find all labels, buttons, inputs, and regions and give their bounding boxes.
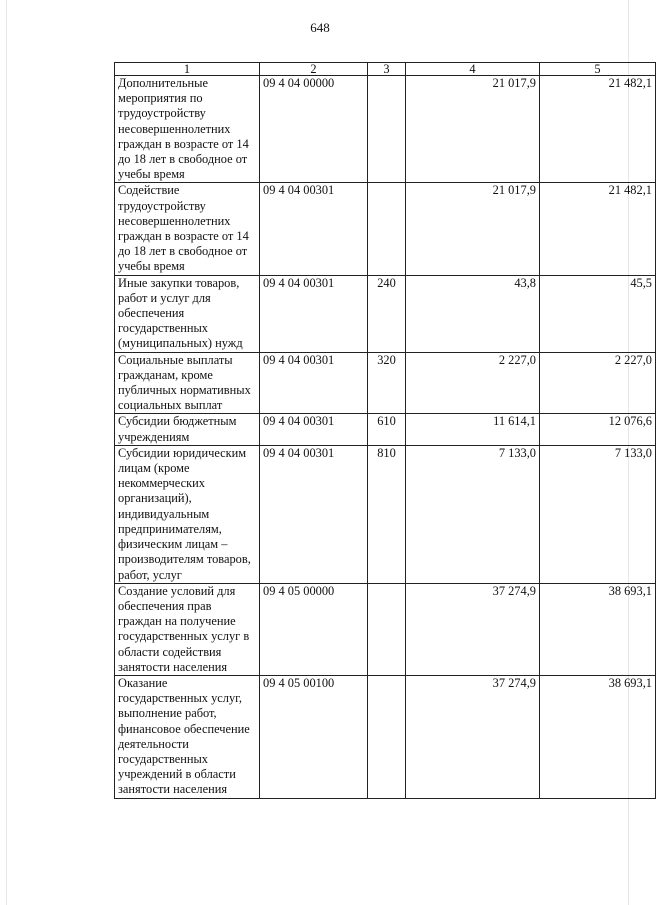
table-row <box>115 183 656 275</box>
row-expense-type: 320 <box>368 352 406 414</box>
row-amount-col4: 37 274,9 <box>406 583 540 675</box>
row-name: Иные закупки товаров, работ и услуг для обеспечения государственных (муниципальных) нужд <box>115 275 260 352</box>
row-amount-col5: 38 693,1 <box>540 675 656 798</box>
row-amount-col4: 2 227,0 <box>406 352 540 414</box>
row-expense-type <box>368 76 406 183</box>
row-amount-col5: 21 482,1 <box>540 76 656 183</box>
row-target-code: 09 4 04 00301 <box>260 183 368 275</box>
column-header-2: 2 <box>260 63 368 76</box>
row-expense-type <box>368 583 406 675</box>
column-header-1: 1 <box>115 63 260 76</box>
table-row <box>115 76 656 183</box>
row-amount-col4: 21 017,9 <box>406 76 540 183</box>
row-expense-type <box>368 183 406 275</box>
budget-table <box>114 62 656 799</box>
row-expense-type: 610 <box>368 414 406 445</box>
row-target-code: 09 4 05 00100 <box>260 675 368 798</box>
row-amount-col5: 2 227,0 <box>540 352 656 414</box>
row-target-code: 09 4 04 00301 <box>260 275 368 352</box>
table-row <box>115 352 656 414</box>
row-amount-col4: 11 614,1 <box>406 414 540 445</box>
row-amount-col5: 21 482,1 <box>540 183 656 275</box>
table-row <box>115 275 656 352</box>
table-row <box>115 675 656 798</box>
column-header-3: 3 <box>368 63 406 76</box>
row-amount-col5: 45,5 <box>540 275 656 352</box>
row-name: Содействие трудоустройству несовершеннолетних граждан в возрасте от 14 до 18 лет в свободное от учебы время <box>115 183 260 275</box>
row-expense-type <box>368 675 406 798</box>
column-header-5: 5 <box>540 63 656 76</box>
row-target-code: 09 4 05 00000 <box>260 583 368 675</box>
table-row <box>115 583 656 675</box>
row-target-code: 09 4 04 00301 <box>260 352 368 414</box>
column-header-4: 4 <box>406 63 540 76</box>
scan-edge-line <box>6 0 7 905</box>
row-target-code: 09 4 04 00301 <box>260 445 368 583</box>
table-body <box>115 76 656 799</box>
row-target-code: 09 4 04 00301 <box>260 414 368 445</box>
row-name: Субсидии юридическим лицам (кроме некоммерческих организаций), индивидуальным предпринимателям, физическим лицам – производителям товаров, работ, услуг <box>115 445 260 583</box>
row-name: Создание условий для обеспечения прав граждан на получение государственных услуг в области содействия занятости населения <box>115 583 260 675</box>
row-amount-col4: 7 133,0 <box>406 445 540 583</box>
row-amount-col5: 12 076,6 <box>540 414 656 445</box>
row-name: Субсидии бюджетным учреждениям <box>115 414 260 445</box>
row-amount-col4: 21 017,9 <box>406 183 540 275</box>
row-amount-col4: 43,8 <box>406 275 540 352</box>
header-row <box>115 63 656 76</box>
row-name: Дополнительные мероприятия по трудоустройству несовершеннолетних граждан в возрасте от 14 до 18 лет в свободное от учебы время <box>115 76 260 183</box>
row-amount-col5: 7 133,0 <box>540 445 656 583</box>
table-header <box>115 63 656 76</box>
row-amount-col5: 38 693,1 <box>540 583 656 675</box>
row-amount-col4: 37 274,9 <box>406 675 540 798</box>
table-row <box>115 414 656 445</box>
row-name: Оказание государственных услуг, выполнение работ, финансовое обеспечение деятельности государственных учреждений в области занятости населения <box>115 675 260 798</box>
row-target-code: 09 4 04 00000 <box>260 76 368 183</box>
page-number: 648 <box>310 20 330 35</box>
table-row <box>115 445 656 583</box>
row-expense-type: 810 <box>368 445 406 583</box>
row-expense-type: 240 <box>368 275 406 352</box>
row-name: Социальные выплаты гражданам, кроме публичных нормативных социальных выплат <box>115 352 260 414</box>
